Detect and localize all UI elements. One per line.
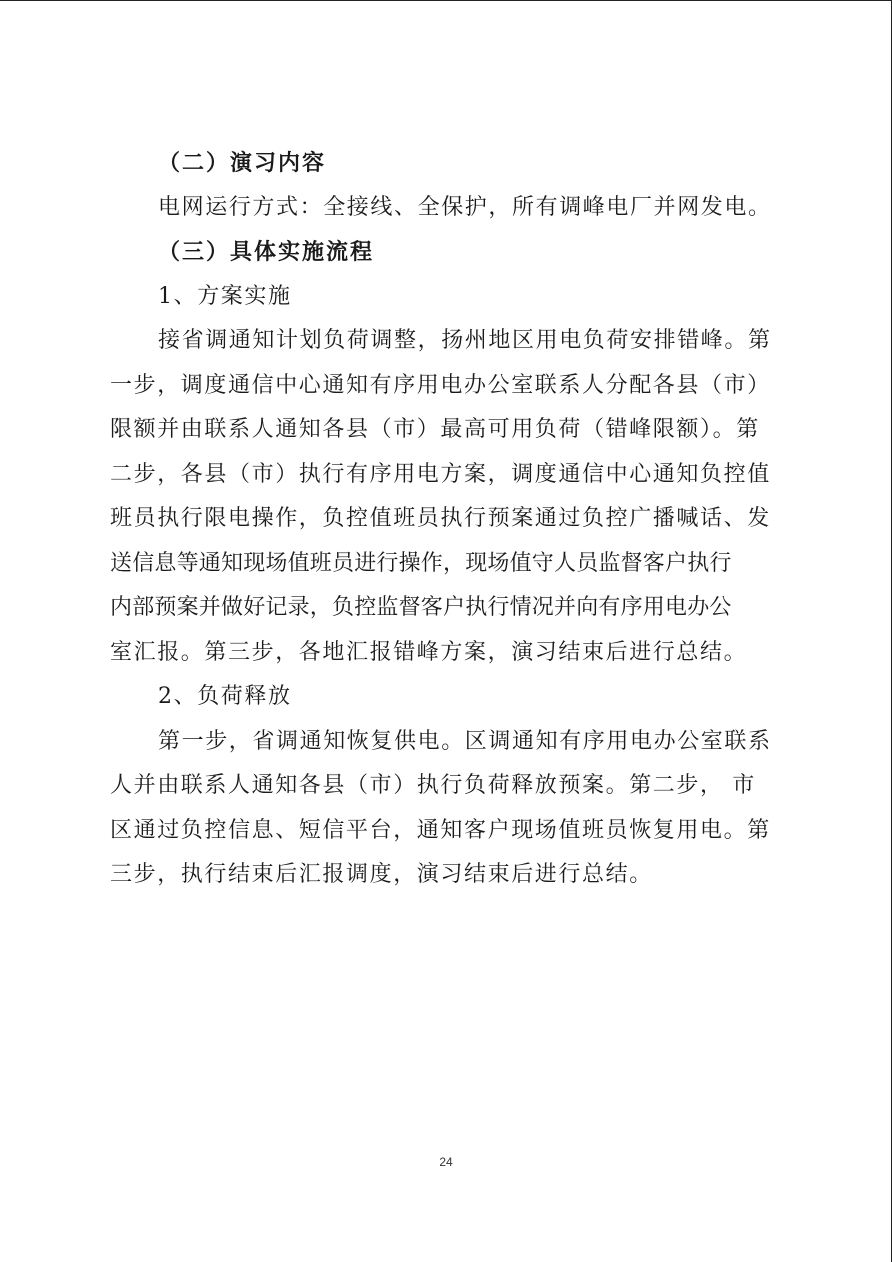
paragraph-line: 二步，各县（市）执行有序用电方案，调度通信中心通知负控值 bbox=[110, 461, 771, 487]
paragraph-line: 班员执行限电操作，负控值班员执行预案通过负控广播喊话、发 bbox=[110, 506, 771, 531]
paragraph-line: 第一步，省调通知恢复供电。区调通知有序用电办公室联系 bbox=[158, 728, 772, 754]
paragraph-line: 区通过负控信息、短信平台，通知客户现场值班员恢复用电。第 bbox=[110, 817, 771, 843]
section-two-text: 电网运行方式：全接线、全保护，所有调峰电厂并网发电。 bbox=[158, 194, 772, 220]
section-three-heading: （三）具体实施流程 bbox=[158, 239, 375, 265]
paragraph-line: 三步，执行结束后汇报调度，演习结束后进行总结。 bbox=[110, 862, 653, 887]
page-number: 24 bbox=[439, 1155, 453, 1169]
step2-title: 2、负荷释放 bbox=[158, 684, 292, 709]
paragraph-line: 限额并由联系人通知各县（市）最高可用负荷（错峰限额）。第 bbox=[110, 417, 760, 442]
section-two-heading: （二）演习内容 bbox=[158, 150, 327, 176]
step1-title: 1、方案实施 bbox=[158, 283, 292, 309]
paragraph-line: 室汇报。第三步，各地汇报错峰方案，演习结束后进行总结。 bbox=[110, 639, 748, 665]
paragraph-line: 人并由联系人通知各县（市）执行负荷释放预案。第二步， 市 bbox=[110, 773, 756, 798]
paragraph-line: 送信息等通知现场值班员进行操作，现场值守人员监督客户执行 bbox=[110, 550, 732, 576]
paragraph-line: 一步，调度通信中心通知有序用电办公室联系人分配各县（市） bbox=[110, 372, 771, 398]
document-body bbox=[110, 141, 775, 898]
paragraph-line: 接省调通知计划负荷调整，扬州地区用电负荷安排错峰。第 bbox=[158, 328, 772, 353]
paragraph-line: 内部预案并做好记录，负控监督客户执行情况并向有序用电办公 bbox=[110, 595, 732, 620]
